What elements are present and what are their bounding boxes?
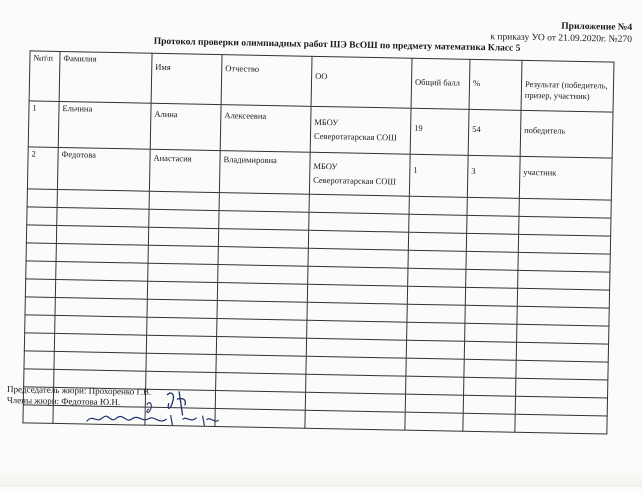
col-header-first-name: Имя (151, 53, 222, 104)
order-reference: к приказу УО от 21.09.2020г. №270 (490, 32, 632, 45)
jury-members: Члены жюри: Федотова Ю.Н. (6, 395, 121, 408)
result: участник (519, 156, 612, 200)
first-name: Алина (150, 103, 221, 150)
org-cell (310, 106, 411, 154)
last-name: Федотова (57, 147, 150, 191)
middle-name: Владимировна (219, 151, 310, 195)
col-header-percent: % (469, 59, 522, 110)
org-line2: Северотатарская СОШ (313, 130, 397, 143)
jury-chair: Председатель жюри: Прохоренко Г.В. (6, 384, 152, 397)
last-name: Ельчина (58, 101, 151, 149)
percent: 3 (467, 155, 520, 198)
result: победитель (520, 110, 613, 158)
percent: 54 (468, 109, 521, 156)
col-header-middle-name: Отчество (221, 55, 312, 107)
org-cell (309, 152, 410, 196)
first-name: Анастасия (149, 149, 220, 192)
appendix-label: Приложение №4 (561, 21, 633, 33)
protocol-title: Протокол проверки олимпиадных работ ШЭ ВсОШ по предмету математика Класс 5 (153, 36, 521, 54)
appendix-block (490, 19, 632, 46)
results-table (22, 50, 614, 434)
col-header-org: ОО (311, 56, 412, 108)
org-line2: Северотатарская СОШ (313, 174, 397, 187)
col-header-last-name: Фамилия (59, 51, 152, 103)
page-edge (0, 470, 642, 487)
handwritten-signature-icon (86, 388, 227, 431)
middle-name: Алексеевна (220, 105, 311, 153)
score: 1 (409, 154, 468, 197)
col-header-num: №п\п (29, 51, 60, 102)
score: 19 (410, 108, 469, 155)
org-line1: МБОУ (314, 116, 339, 128)
col-header-score: Общий балл (411, 58, 470, 109)
row-num: 1 (28, 101, 59, 148)
row-num: 2 (27, 147, 58, 190)
org-line1: МБОУ (313, 160, 338, 172)
col-header-result: Результат (победитель, призер, участник) (521, 60, 614, 112)
